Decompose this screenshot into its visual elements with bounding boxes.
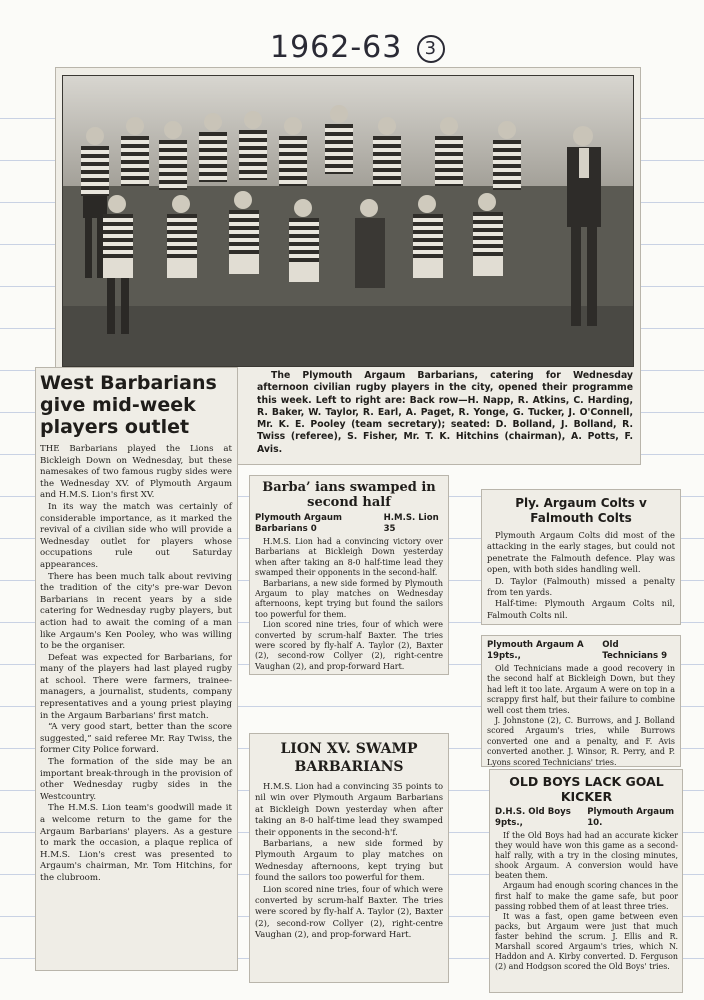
colts-article-body xyxy=(487,530,675,621)
swamped-article-headline: Barba’ ians swamped in second half xyxy=(262,480,436,510)
oldboys-article-paragraph: If the Old Boys had had an accurate kicker they would have won this game as a second-half rally, with a try in the closing minutes, shook Argaum. A conversion would have beaten them. xyxy=(495,831,678,881)
main-article-paragraph: THE Barbarians played the Lions at Bickleigh Down on Wednesday, but these namesakes of two famous rugby sides were the Wednesday XV. of Plymouth Argaum and H.M.S. Lion's first XV. xyxy=(40,444,232,501)
technicians-article xyxy=(487,640,675,767)
team-photo xyxy=(62,75,634,367)
swamped-article-body xyxy=(255,537,443,672)
swamped-article-paragraph: Barbarians, a new side formed by Plymouth Argaum to play matches on Wednesday afternoons, kept trying but found the sailors too powerful for them. xyxy=(255,578,443,619)
season-text: 1962-63 xyxy=(270,30,403,65)
technicians-article-score xyxy=(487,640,675,662)
main-article-body xyxy=(40,444,232,885)
team-photo-illustration xyxy=(63,76,633,366)
main-article xyxy=(40,372,232,966)
technicians-article-paragraph: Old Technicians made a good recovery in the second half at Bickleigh Down, but they had left it too late. Argaum A were on top in a scrappy first half, but their failure to combine well cost them tries. xyxy=(487,664,675,715)
oldboys-score-away: Plymouth Argaum 10. xyxy=(587,807,675,828)
photo-caption: The Plymouth Argaum Barbarians, catering for Wednesday afternoon civilian rugby players in the city, opened their programme this week. Left to right are: Back row—H. Napp, R. Atkins, C. Harding, R. Baker, W. Taylor, R. Earl, A. Paget, R. Yonge, G. Tucker, J. O'Connell, Mr. K. E. Pooley (team secretary); seated: D. Bolland, J. Bolland, R. Twiss (referee), S. Fisher, Mr. T. K. Hitchins (chairman), A. Potts, F. Avis. xyxy=(257,370,633,455)
oldboys-article-paragraph: Argaum had enough scoring chances in the first half to make the game safe, but poor passing robbed them of at least three tries. xyxy=(495,881,678,911)
swamped-article xyxy=(255,480,443,670)
oldboys-score-home: D.H.S. Old Boys 9pts., xyxy=(495,807,571,828)
colts-article-paragraph: D. Taylor (Falmouth) missed a penalty from ten yards. xyxy=(487,575,675,598)
main-article-paragraph: There has been much talk about reviving the tradition of the city's pre-war Devon Barbarians in recent years by a side catering for Wednesday rugby players, but action had to await the coming of a man like Argaum's Ken Pooley, who was willing to be the organiser. xyxy=(40,571,232,652)
colts-article xyxy=(487,496,675,622)
page-number-circled: 3 xyxy=(417,35,445,63)
swamped-score-away: H.M.S. Lion 35 xyxy=(383,513,439,534)
lion-article-paragraph: Barbarians, a new side formed by Plymouth Argaum to play matches on Wednesday afternoons, kept trying but found the sailors too powerful for them. xyxy=(255,838,443,883)
main-article-paragraph: “A very good start, better than the score suggested,” said referee Mr. Ray Twiss, the former City Police forward. xyxy=(40,722,232,756)
technicians-article-body xyxy=(487,664,675,768)
lion-article-paragraph: Lion scored nine tries, four of which were converted by scrum-half Baxter. The tries were scored by fly-half A. Taylor (2), Baxter (2), second-row Collyer (2), right-centre Vaughan (2), and prop-forward Hart. xyxy=(255,883,443,940)
lion-article-headline: LION XV. SWAMP BARBARIANS xyxy=(280,741,418,775)
oldboys-article-score xyxy=(495,807,678,829)
oldboys-article-body xyxy=(495,831,678,972)
main-article-paragraph: The formation of the side may be an important break-through in the provision of other Wednesday rugby sides in the Westcountry. xyxy=(40,757,232,802)
technicians-score-home: Plymouth Argaum A 19pts., xyxy=(487,640,584,661)
lion-article xyxy=(255,740,443,978)
colts-article-paragraph: Plymouth Argaum Colts did most of the attacking in the early stages, but could not penetrate the Falmouth defence. Play was open, with both sides handling well. xyxy=(487,530,675,575)
main-article-paragraph: Defeat was expected for Barbarians, for many of the players had last played rugby at school. There were farmers, trainee-managers, a journalist, students, company representatives and a young priest playing in the Argaum Barbarians' first match. xyxy=(40,652,232,721)
lion-article-paragraph: H.M.S. Lion had a convincing 35 points to nil win over Plymouth Argaum Barbarians at Bickleigh Down yesterday when after taking an 8-0 half-time lead they swamped their opponents in the second-h'f. xyxy=(255,781,443,837)
technicians-score-away: Old Technicians 9 xyxy=(602,640,668,661)
technicians-article-paragraph: J. Johnstone (2), C. Burrows, and J. Bolland scored Argaum's tries, while Burrows converted one and a penalty, and F. Avis converted another. J. Winsor, R. Perry, and P. Lyons scored Technicians' tries. xyxy=(487,716,675,767)
swamped-article-paragraph: Lion scored nine tries, four of which were converted by scrum-half Baxter. The tries were scored by fly-half A. Taylor (2), Baxter (2), second-row Collyer (2), right-centre Vaughan (2), and prop-forward Hart. xyxy=(255,620,443,671)
oldboys-article-headline: OLD BOYS LACK GOAL KICKER xyxy=(509,774,664,804)
main-article-paragraph: The H.M.S. Lion team's goodwill made it a welcome return to the game for the Argaum Barbarians' players. As a gesture to mark the occasion, a plaque replica of H.M.S. Lion's crest was presented to Argaum's chairman, Mr. Tom Hitchins, for the clubroom. xyxy=(40,803,232,883)
oldboys-article-paragraph: It was a fast, open game between even packs, but Argaum were just that much faster behind the scrum. J. Ellis and R. Marshall scored Argaum's tries, which N. Haddon and A. Kirby converted. D. Ferguson (2) and Hodgson scored the Old Boys' tries. xyxy=(495,911,678,972)
handwritten-season-note xyxy=(270,26,460,70)
colts-article-headline: Ply. Argaum Colts v Falmouth Colts xyxy=(515,496,647,525)
lion-article-body xyxy=(255,781,443,941)
oldboys-article xyxy=(495,774,678,988)
main-article-paragraph: In its way the match was certainly of considerable importance, as it marked the revival of a civilian side who will provide a Wednesday outlet for players whose occupations rule out Saturday appearances. xyxy=(40,501,232,570)
main-article-headline: West Barbarians give mid-week players outlet xyxy=(40,372,217,438)
swamped-article-score xyxy=(255,513,443,535)
colts-article-paragraph: Half-time: Plymouth Argaum Colts nil, Falmouth Colts nil. xyxy=(487,598,675,620)
swamped-article-paragraph: H.M.S. Lion had a convincing victory over Barbarians at Bickleigh Down yesterday when after taking an 8-0 half-time lead they swamped their opponents in the second-half. xyxy=(255,537,443,578)
swamped-score-home: Plymouth Argaum Barbarians 0 xyxy=(255,513,342,534)
